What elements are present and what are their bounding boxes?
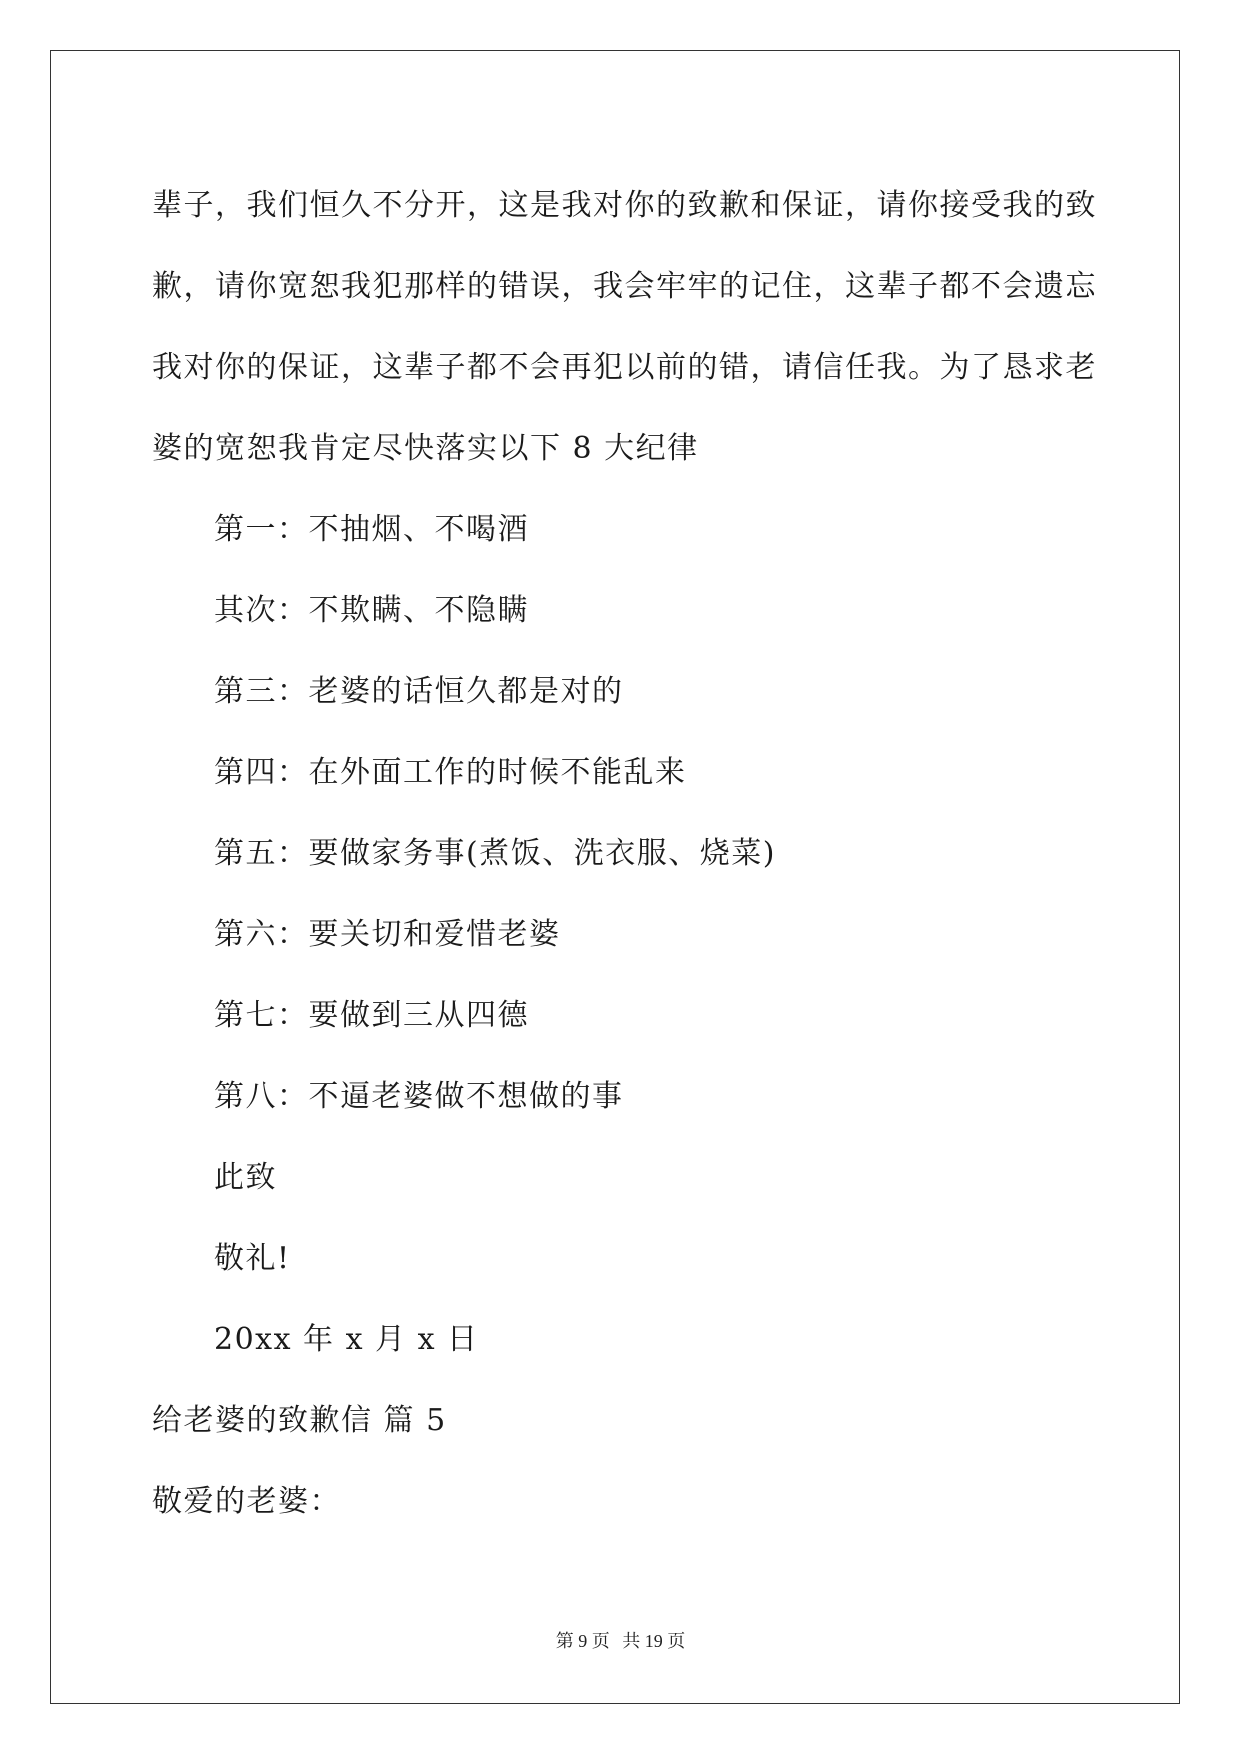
rule-item: 第三：老婆的话恒久都是对的: [214, 674, 624, 709]
page-number: 第 9 页: [555, 1631, 610, 1651]
page-total: 共 19 页: [622, 1631, 686, 1651]
closing-salute: 此致: [214, 1160, 277, 1195]
closing-regards: 敬礼!: [214, 1241, 291, 1276]
document-body: [152, 165, 1097, 1542]
paragraph-line: 辈子，我们恒久不分开，这是我对你的致歉和保证，请你接受我的致: [152, 188, 1097, 223]
paragraph-line: 我对你的保证，这辈子都不会再犯以前的错，请信任我。为了恳求老: [152, 350, 1097, 385]
rule-item: 第六：要关切和爱惜老婆: [214, 917, 561, 952]
rule-item: 第五：要做家务事(煮饭、洗衣服、烧菜): [214, 836, 776, 871]
rule-item: 第七：要做到三从四德: [214, 998, 529, 1033]
rule-item: 第八：不逼老婆做不想做的事: [214, 1079, 624, 1114]
page-footer: [0, 1627, 1241, 1653]
letter-date: 20xx 年 x 月 x 日: [214, 1322, 479, 1357]
rule-item: 第四：在外面工作的时候不能乱来: [214, 755, 687, 790]
section-title: 给老婆的致歉信 篇 5: [152, 1403, 447, 1438]
rule-item: 第一：不抽烟、不喝酒: [214, 512, 529, 547]
letter-greeting: 敬爱的老婆：: [152, 1484, 341, 1519]
paragraph-line: 歉，请你宽恕我犯那样的错误，我会牢牢的记住，这辈子都不会遗忘: [152, 269, 1097, 304]
rule-item: 其次：不欺瞒、不隐瞒: [214, 593, 529, 628]
paragraph-line: 婆的宽恕我肯定尽快落实以下 8 大纪律: [152, 431, 699, 466]
